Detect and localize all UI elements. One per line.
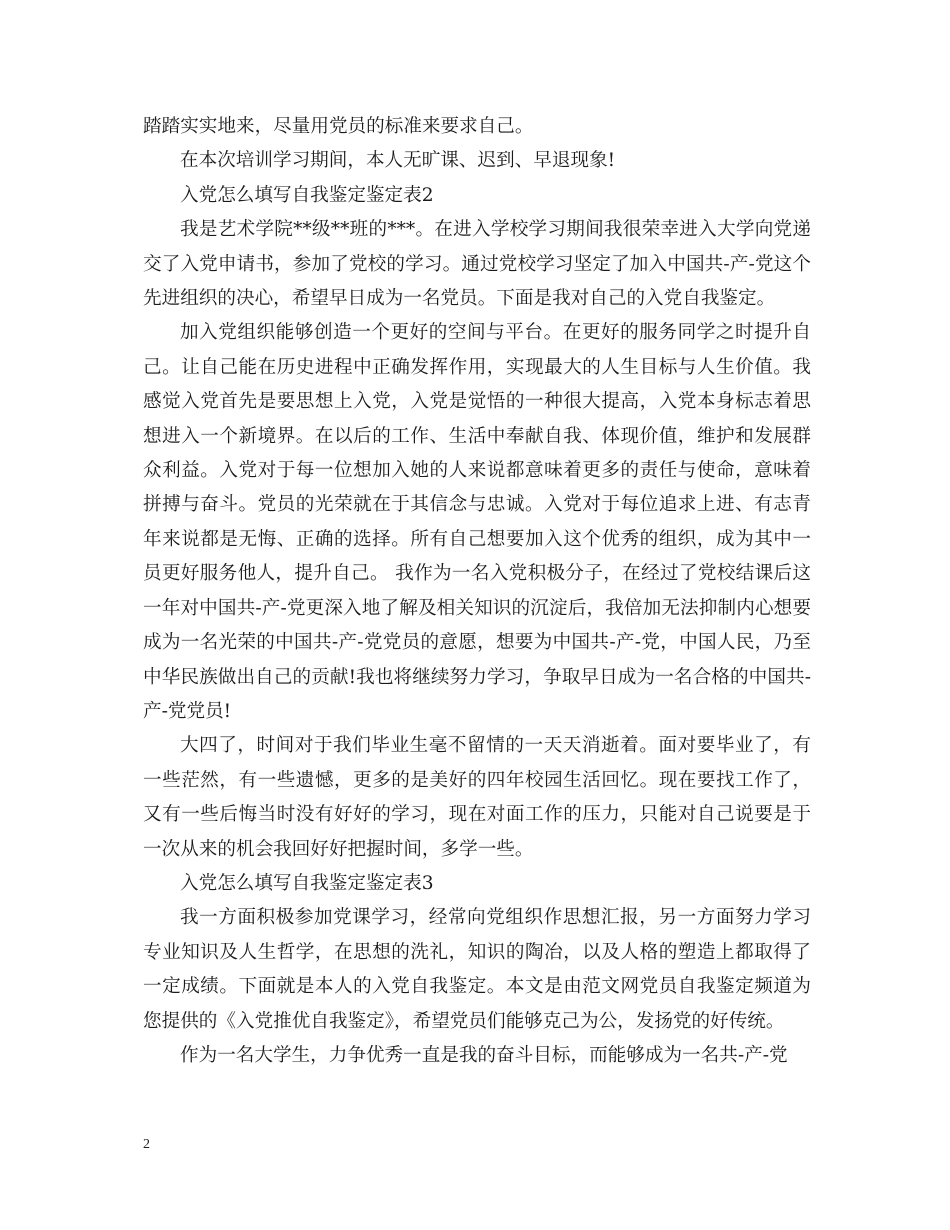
paragraph-senior-year: 大四了，时间对于我们毕业生毫不留情的一天天消逝着。面对要毕业了，有一些茫然，有一些遗憾，更多的是美好的四年校园生活回忆。现在要找工作了，又有一些后悔当时没有好好的学习，现在对面工作的压力，只能对自己说要是于一次从来的机会我回好好把握时间，多学一些。: [143, 735, 811, 860]
paragraph-study: 我一方面积极参加党课学习，经常向党组织作思想汇报，另一方面努力学习专业知识及人生哲学，在思想的洗礼，知识的陶冶，以及人格的塑造上都取得了一定成绩。下面就是本人的入党自我鉴定。本文是由范文网党员自我鉴定频道为您提供的《入党推优自我鉴定》，希望党员们能够克己为公，发扬党的好传统。: [143, 907, 811, 1032]
section-heading-3: 入党怎么填写自我鉴定鉴定表3: [180, 872, 434, 894]
paragraph-attendance: 在本次培训学习期间，本人无旷课、迟到、早退现象!: [180, 150, 616, 172]
document-page: [143, 110, 811, 1073]
paragraph-joining-party: 加入党组织能够创造一个更好的空间与平台。在更好的服务同学之时提升自己。让自己能在历史进程中正确发挥作用，实现最大的人生目标与人生价值。我感觉入党首先是要思想上入党，入党是觉悟的一种很大提高，入党本身标志着思想进入一个新境界。在以后的工作、生活中奉献自我、体现价值，维护和发展群众利益。入党对于每一位想加入她的人来说都意味着更多的责任与使命，意味着拼搏与奋斗。党员的光荣就在于其信念与忠诚。入党对于每位追求上进、有志青年来说都是无悔、正确的选择。所有自己想要加入这个优秀的组织，成为其中一员更好服务他人，提升自己。 我作为一名入党积极分子，在经过了党校结课后这一年对中国共-产-党更深入地了解及相关知识的沉淀后，我倍加无法抑制内心想要成为一名光荣的中国共-产-党党员的意愿，想要为中国共-产-党，中国人民，乃至中华民族做出自己的贡献!我也将继续努力学习，争取早日成为一名合格的中国共-产-党党员!: [143, 322, 811, 722]
paragraph-intro: 我是艺术学院**级**班的***。在进入学校学习期间我很荣幸进入大学向党递交了入党申请书，参加了党校的学习。通过党校学习坚定了加入中国共-产-党这个先进组织的决心，希望早日成为一名党员。下面是我对自己的入党自我鉴定。: [143, 219, 811, 310]
paragraph-continuation: 踏踏实实地来，尽量用党员的标准来要求自己。: [143, 116, 534, 137]
paragraph-goal: 作为一名大学生，力争优秀一直是我的奋斗目标，而能够成为一名共-产-党: [180, 1044, 788, 1066]
page-number: 2: [143, 1137, 150, 1152]
section-heading-2: 入党怎么填写自我鉴定鉴定表2: [180, 184, 434, 206]
